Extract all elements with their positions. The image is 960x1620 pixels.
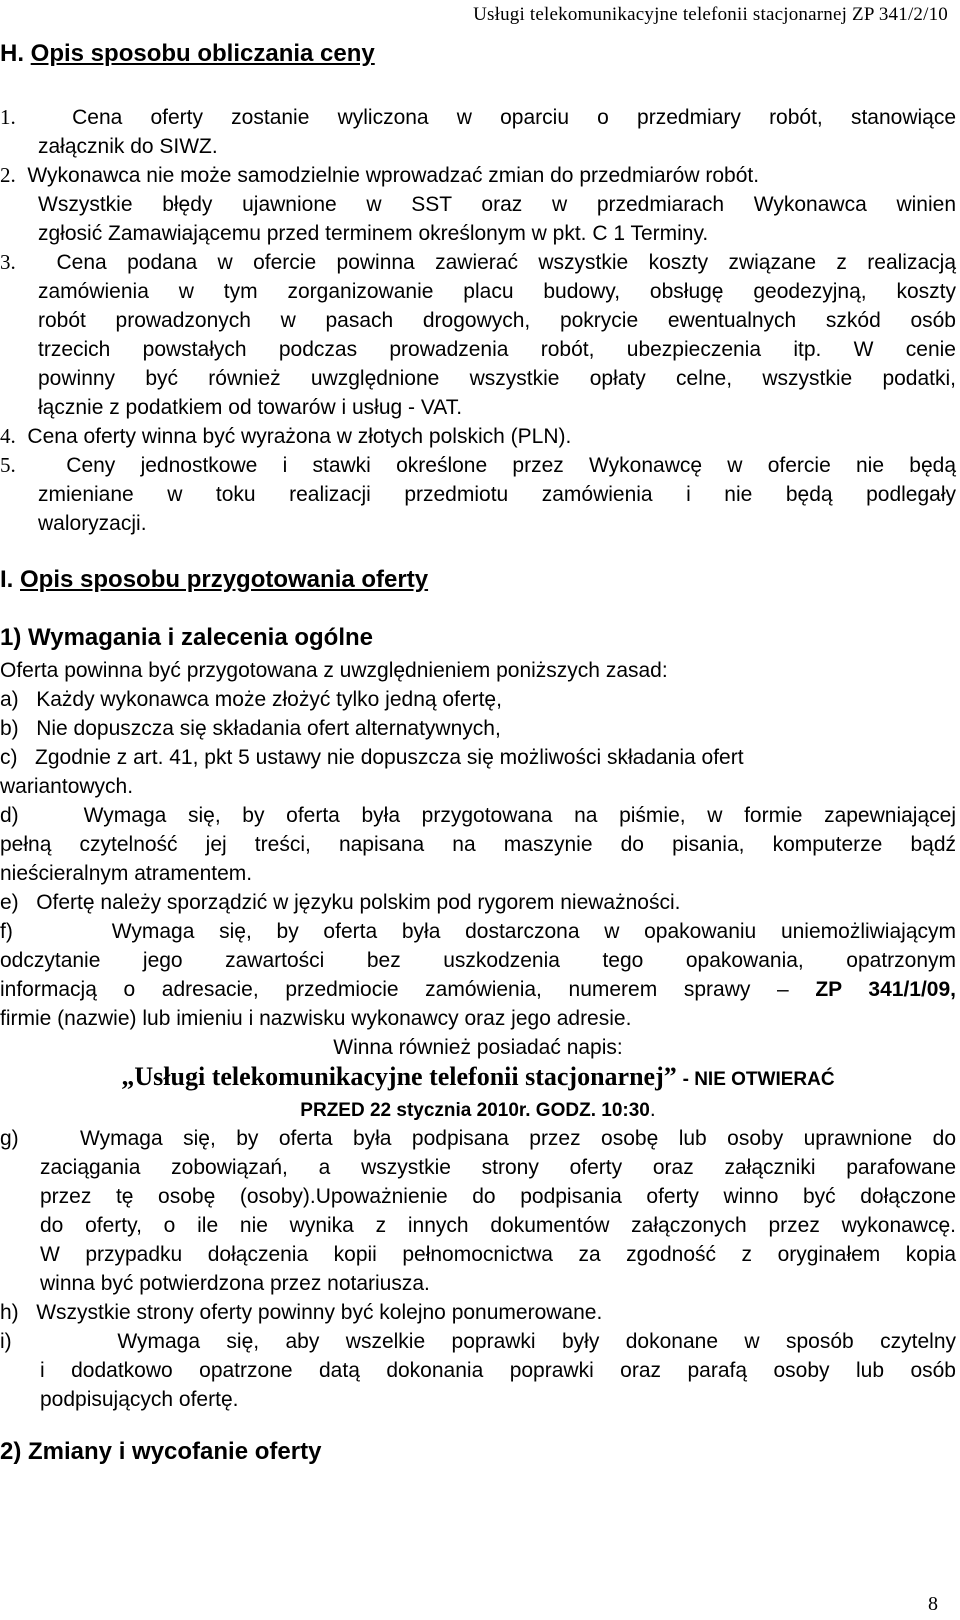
envelope-label-warning: - NIE OTWIERAĆ [682, 1069, 835, 1090]
section-h-heading [0, 40, 375, 68]
h-item-3-text: Cena podana w ofercie powinna zawierać wszystkie koszty związane z realizacją [56, 251, 956, 274]
envelope-label [0, 1060, 956, 1097]
section-i-heading [0, 566, 428, 594]
i-item-h-text: Wszystkie strony oferty powinny być kolejno ponumerowane. [36, 1301, 603, 1324]
i-item-e-text: Ofertę należy sporządzić w języku polskim pod rygorem nieważności. [36, 891, 681, 914]
h-item-2-line-1 [0, 161, 956, 190]
envelope-deadline-text: PRZED 22 stycznia 2010r. GODZ. 10:30 [300, 1100, 650, 1121]
i-item-c-line-2: wariantowych. [0, 775, 134, 798]
i-item-g-text: Wymaga się, by oferta była podpisana przez osobę lub osoby uprawnione do [80, 1127, 956, 1150]
i-item-i-line-2: i dodatkowo opatrzone datą dokonania poprawki oraz parafą osoby lub osób [40, 1359, 956, 1382]
i-item-i-text: Wymaga się, aby wszelkie poprawki były dokonane w sposób czytelny [117, 1330, 956, 1353]
h-item-4-number: 4. [0, 424, 16, 448]
i-item-g-letter: g) [0, 1127, 19, 1150]
i-item-h [0, 1298, 956, 1327]
h-item-3-line-1 [0, 248, 956, 277]
subsection-1-title: 1) Wymagania i zalecenia ogólne [0, 624, 374, 651]
i-item-a-letter: a) [0, 688, 19, 711]
h-item-3-line-2: zamówienia w tym zorganizowanie placu budowy, obsługę geodezyjną, koszty [38, 280, 956, 303]
i-item-b-text: Nie dopuszcza się składania ofert alternatywnych, [36, 717, 501, 740]
i-item-f-letter: f) [0, 920, 13, 943]
i-item-i-letter: i) [0, 1330, 12, 1353]
i-item-f-line-3 [0, 975, 956, 1004]
i-item-d-text: Wymaga się, by oferta była przygotowana na piśmie, w formie zapewniającej [83, 804, 956, 827]
i-item-i-line-3: podpisujących ofertę. [40, 1388, 239, 1411]
i-item-c-text: Zgodnie z art. 41, pkt 5 ustawy nie dopuszcza się możliwości składania ofert [35, 746, 744, 769]
section-h-title: Opis sposobu obliczania ceny [30, 40, 375, 67]
h-item-1-text: Cena oferty zostanie wyliczona w oparciu o przedmiary robót, stanowiące [72, 106, 957, 129]
i-item-d-letter: d) [0, 804, 19, 827]
h-item-5-text: Ceny jednostkowe i stawki określone przez Wykonawcę w ofercie nie będą [66, 454, 957, 477]
h-item-5-line-2: zmieniane w toku realizacji przedmiotu zamówienia i nie będą podlegały [38, 483, 956, 506]
page-number: 8 [928, 1593, 938, 1615]
i-item-g-line-2: zaciągania zobowiązań, a wszystkie strony oferty oraz załączniki parafowane [40, 1156, 956, 1179]
envelope-deadline: PRZED 22 stycznia 2010r. GODZ. 10:30. [300, 1098, 656, 1121]
i-item-f-line-2: odczytanie jego zawartości bez uszkodzenia tego opakowania, opatrzonym [0, 949, 956, 972]
i-item-i-line-1 [0, 1327, 956, 1356]
i-item-h-letter: h) [0, 1301, 19, 1324]
i-item-f-text: Wymaga się, by oferta była dostarczona w opakowaniu uniemożliwiającym [111, 920, 956, 943]
subsection-2-title: 2) Zmiany i wycofanie oferty [0, 1438, 322, 1465]
h-item-2-line-3: zgłosić Zamawiającemu przed terminem określonym w pkt. C 1 Terminy. [38, 222, 709, 245]
i-item-b [0, 714, 956, 743]
i-item-d-line-1 [0, 801, 956, 830]
h-item-1-number: 1. [0, 105, 16, 129]
section-h-prefix: H. [0, 40, 24, 67]
i-item-g-line-4: do oferty, o ile nie wynika z innych dokumentów załączonych przez wykonawcę. [40, 1214, 956, 1237]
i-item-g-line-3: przez tę osobę (osoby).Upoważnienie do podpisania oferty winno być dołączone [40, 1185, 956, 1208]
case-number: ZP 341/1/09, [815, 978, 956, 1001]
i-item-f-line-3-text: informacją o adresacie, przedmiocie zamówienia, numerem sprawy – [0, 978, 789, 1001]
h-item-3-line-5: powinny być również uwzględnione wszystkie opłaty celne, wszystkie podatki, [38, 367, 956, 390]
i-item-g-line-5: W przypadku dołączenia kopii pełnomocnictwa za zgodność z oryginałem kopia [40, 1243, 956, 1266]
i-item-f-line-1 [0, 917, 956, 946]
h-item-4-line-1 [0, 422, 956, 451]
h-item-2-number: 2. [0, 163, 16, 187]
i-item-c-line-1 [0, 743, 956, 772]
h-item-3-line-3: robót prowadzonych w pasach drogowych, pokrycie ewentualnych szkód osób [38, 309, 956, 332]
h-item-3-line-6: łącznie z podatkiem od towarów i usług - VAT. [38, 396, 463, 419]
h-item-2-text: Wykonawca nie może samodzielnie wprowadzać zmian do przedmiarów robót. [27, 164, 760, 187]
h-item-1-line-2: załącznik do SIWZ. [38, 135, 218, 158]
h-item-4-text: Cena oferty winna być wyrażona w złotych polskich (PLN). [27, 425, 572, 448]
i-item-a [0, 685, 956, 714]
section-i-prefix: I. [0, 566, 14, 593]
i-item-d-line-2: pełną czytelność jej treści, napisana na maszynie do pisania, komputerze bądź [0, 833, 956, 856]
i-item-d-line-3: nieścieralnym atramentem. [0, 862, 253, 885]
i-item-g-line-1 [0, 1124, 956, 1153]
i-item-b-letter: b) [0, 717, 19, 740]
envelope-label-title: „Usługi telekomunikacyjne telefonii stacjonarnej” [121, 1062, 677, 1091]
h-item-5-line-1 [0, 451, 956, 480]
running-header: Usługi telekomunikacyjne telefonii stacjonarnej ZP 341/2/10 [473, 4, 948, 25]
i-item-a-text: Każdy wykonawca może złożyć tylko jedną ofertę, [36, 688, 502, 711]
section-i-title: Opis sposobu przygotowania oferty [20, 566, 429, 593]
label-intro: Winna również posiadać napis: [333, 1036, 623, 1059]
i-item-e-letter: e) [0, 891, 19, 914]
h-item-1-line-1 [0, 103, 956, 132]
h-item-5-number: 5. [0, 453, 16, 477]
h-item-3-number: 3. [0, 250, 16, 274]
h-item-2-line-2: Wszystkie błędy ujawnione w SST oraz w przedmiarach Wykonawca winien [38, 193, 956, 216]
section-i-intro: Oferta powinna być przygotowana z uwzględnieniem poniższych zasad: [0, 659, 668, 682]
i-item-c-letter: c) [0, 746, 18, 769]
i-item-f-line-4: firmie (nazwie) lub imieniu i nazwisku wykonawcy oraz jego adresie. [0, 1007, 632, 1030]
h-item-3-line-4: trzecich powstałych podczas prowadzenia robót, ubezpieczenia itp. W cenie [38, 338, 956, 361]
h-item-5-line-3: waloryzacji. [38, 512, 147, 535]
i-item-e [0, 888, 956, 917]
i-item-g-line-6: winna być potwierdzona przez notariusza. [40, 1272, 430, 1295]
